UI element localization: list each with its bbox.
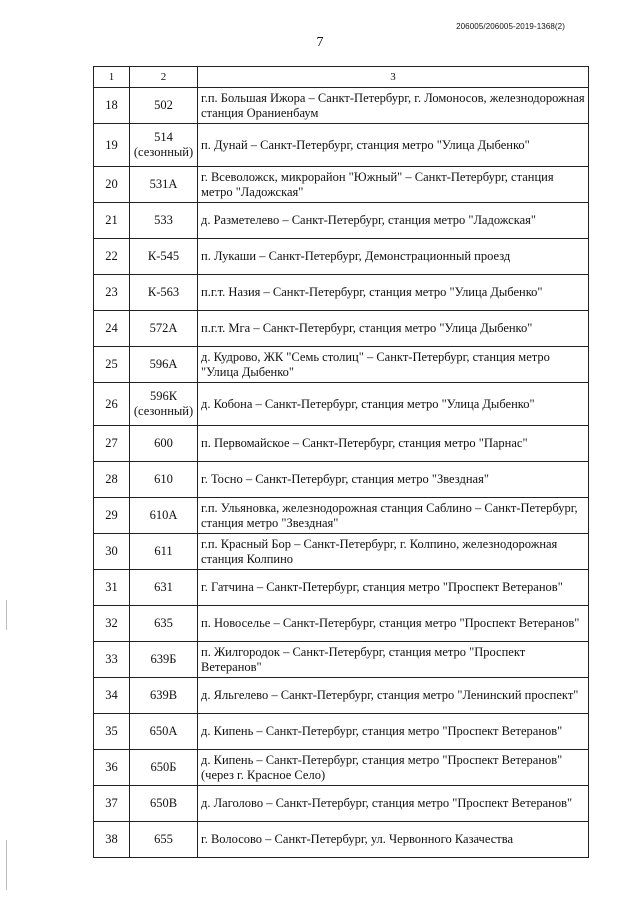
route-description-cell: д. Кипень – Санкт-Петербург, станция метро "Проспект Ветеранов" (198, 714, 589, 750)
table-row (94, 750, 589, 786)
page-number: 7 (316, 35, 324, 50)
route-number-cell: 611 (130, 534, 198, 570)
route-number-cell: 639Б (130, 642, 198, 678)
route-number-cell: 650В (130, 786, 198, 822)
row-number-cell: 25 (94, 347, 130, 383)
column-header-route: 2 (130, 67, 198, 88)
route-description-cell: п. Новоселье – Санкт-Петербург, станция метро "Проспект Ветеранов" (198, 606, 589, 642)
route-number-cell: 596К (сезонный) (130, 383, 198, 426)
route-number-cell: 650А (130, 714, 198, 750)
route-description-cell: д. Кипень – Санкт-Петербург, станция метро "Проспект Ветеранов" (через г. Красное Село) (198, 750, 589, 786)
table-row (94, 462, 589, 498)
route-description-cell: п. Жилгородок – Санкт-Петербург, станция метро "Проспект Ветеранов" (198, 642, 589, 678)
document-id: 206005/206005-2019-1368(2) (456, 22, 565, 31)
route-number-cell: 635 (130, 606, 198, 642)
route-number-cell: 639В (130, 678, 198, 714)
route-description-cell: д. Кобона – Санкт-Петербург, станция метро "Улица Дыбенко" (198, 383, 589, 426)
route-number-cell: 610А (130, 498, 198, 534)
route-number-cell: 502 (130, 88, 198, 124)
table-row (94, 239, 589, 275)
table-row (94, 678, 589, 714)
route-description-cell: г. Волосово – Санкт-Петербург, ул. Червонного Казачества (198, 822, 589, 858)
row-number-cell: 19 (94, 124, 130, 167)
route-description-cell: п.г.т. Мга – Санкт-Петербург, станция метро "Улица Дыбенко" (198, 311, 589, 347)
row-number-cell: 32 (94, 606, 130, 642)
route-number-cell: 655 (130, 822, 198, 858)
routes-table (93, 66, 589, 858)
route-number-cell: 572А (130, 311, 198, 347)
table-row (94, 311, 589, 347)
table-row (94, 534, 589, 570)
row-number-cell: 34 (94, 678, 130, 714)
row-number-cell: 30 (94, 534, 130, 570)
table-row (94, 88, 589, 124)
route-description-cell: г. Гатчина – Санкт-Петербург, станция метро "Проспект Ветеранов" (198, 570, 589, 606)
route-number-cell: 596А (130, 347, 198, 383)
table-row (94, 714, 589, 750)
row-number-cell: 38 (94, 822, 130, 858)
table-row (94, 606, 589, 642)
row-number-cell: 24 (94, 311, 130, 347)
table-row (94, 124, 589, 167)
table-row (94, 642, 589, 678)
route-description-cell: п.г.т. Назия – Санкт-Петербург, станция метро "Улица Дыбенко" (198, 275, 589, 311)
route-number-cell: 650Б (130, 750, 198, 786)
row-number-cell: 27 (94, 426, 130, 462)
route-description-cell: д. Кудрово, ЖК "Семь столиц" – Санкт-Петербург, станция метро "Улица Дыбенко" (198, 347, 589, 383)
route-number-cell: К-563 (130, 275, 198, 311)
route-description-cell: г.п. Большая Ижора – Санкт-Петербург, г. Ломоносов, железнодорожная станция Ораниенбаум (198, 88, 589, 124)
column-header-description: 3 (198, 67, 589, 88)
route-description-cell: г. Тосно – Санкт-Петербург, станция метро "Звездная" (198, 462, 589, 498)
table-row (94, 822, 589, 858)
row-number-cell: 37 (94, 786, 130, 822)
table-row (94, 203, 589, 239)
table-row (94, 383, 589, 426)
row-number-cell: 28 (94, 462, 130, 498)
route-number-cell: 533 (130, 203, 198, 239)
column-header-number: 1 (94, 67, 130, 88)
row-number-cell: 26 (94, 383, 130, 426)
route-description-cell: п. Лукаши – Санкт-Петербург, Демонстрационный проезд (198, 239, 589, 275)
row-number-cell: 36 (94, 750, 130, 786)
route-description-cell: д. Лаголово – Санкт-Петербург, станция метро "Проспект Ветеранов" (198, 786, 589, 822)
route-number-cell: 600 (130, 426, 198, 462)
route-number-cell: К-545 (130, 239, 198, 275)
route-number-cell: 610 (130, 462, 198, 498)
route-description-cell: г.п. Ульяновка, железнодорожная станция Саблино – Санкт-Петербург, станция метро "Звездная" (198, 498, 589, 534)
row-number-cell: 29 (94, 498, 130, 534)
table-row (94, 347, 589, 383)
row-number-cell: 31 (94, 570, 130, 606)
row-number-cell: 22 (94, 239, 130, 275)
route-number-cell: 514 (сезонный) (130, 124, 198, 167)
route-description-cell: д. Яльгелево – Санкт-Петербург, станция метро "Ленинский проспект" (198, 678, 589, 714)
table-row (94, 786, 589, 822)
table-row (94, 498, 589, 534)
table-row (94, 426, 589, 462)
row-number-cell: 21 (94, 203, 130, 239)
row-number-cell: 33 (94, 642, 130, 678)
table-row (94, 275, 589, 311)
route-description-cell: п. Дунай – Санкт-Петербург, станция метро "Улица Дыбенко" (198, 124, 589, 167)
row-number-cell: 20 (94, 167, 130, 203)
table-header-row (94, 67, 589, 88)
route-description-cell: г.п. Красный Бор – Санкт-Петербург, г. Колпино, железнодорожная станция Колпино (198, 534, 589, 570)
route-number-cell: 631 (130, 570, 198, 606)
route-description-cell: д. Разметелево – Санкт-Петербург, станция метро "Ладожская" (198, 203, 589, 239)
row-number-cell: 35 (94, 714, 130, 750)
route-description-cell: п. Первомайское – Санкт-Петербург, станция метро "Парнас" (198, 426, 589, 462)
route-description-cell: г. Всеволожск, микрорайон "Южный" – Санкт-Петербург, станция метро "Ладожская" (198, 167, 589, 203)
row-number-cell: 23 (94, 275, 130, 311)
route-number-cell: 531А (130, 167, 198, 203)
table-row (94, 570, 589, 606)
scan-edge-mark (6, 840, 7, 890)
row-number-cell: 18 (94, 88, 130, 124)
table-row (94, 167, 589, 203)
scan-edge-mark (6, 600, 7, 630)
